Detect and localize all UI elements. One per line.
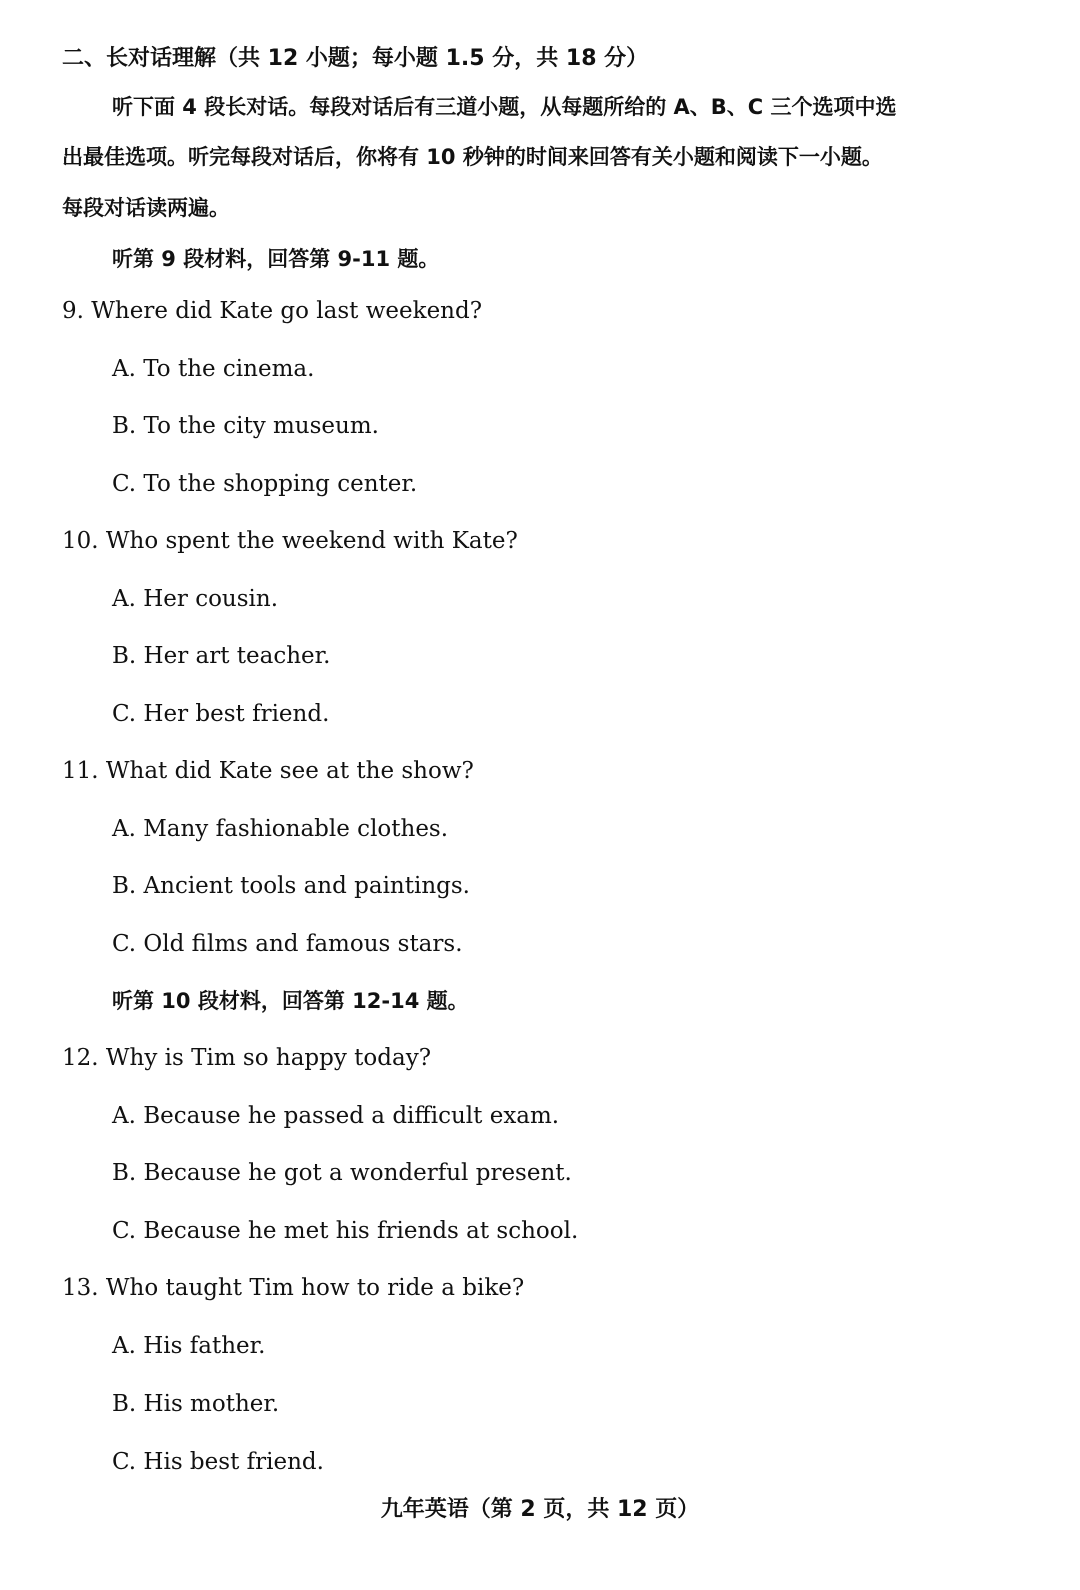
question-9-option-a: A. To the cinema.: [112, 356, 315, 382]
question-text: Where did Kate go last weekend?: [91, 298, 483, 324]
page-footer: 九年英语（第 2 页，共 12 页）: [380, 1497, 700, 1522]
question-text: What did Kate see at the show?: [105, 758, 474, 784]
question-12-option-a: A. Because he passed a difficult exam.: [112, 1103, 560, 1129]
question-13-option-a: A. His father.: [112, 1333, 266, 1359]
listening-material-heading: 听第 9 段材料，回答第 9-11 题。: [112, 247, 440, 271]
question-text: Who spent the weekend with Kate?: [105, 528, 518, 554]
question-9-option-b: B. To the city museum.: [112, 413, 379, 439]
question-13-option-b: B. His mother.: [112, 1391, 280, 1417]
question-number: 13.: [62, 1275, 99, 1301]
question-number: 11.: [62, 758, 99, 784]
question-12-option-c: C. Because he met his friends at school.: [112, 1218, 579, 1244]
question-12-option-b: B. Because he got a wonderful present.: [112, 1160, 572, 1186]
question-13-option-c: C. His best friend.: [112, 1449, 324, 1475]
question-10-option-a: A. Her cousin.: [112, 586, 279, 612]
question-number: 10.: [62, 528, 99, 554]
question-10-option-b: B. Her art teacher.: [112, 643, 331, 669]
question-10-option-c: C. Her best friend.: [112, 701, 330, 727]
instruction-line-2: 出最佳选项。听完每段对话后，你将有 10 秒钟的时间来回答有关小题和阅读下一小题。: [62, 145, 883, 169]
section-title: 二、长对话理解（共 12 小题；每小题 1.5 分，共 18 分）: [62, 46, 649, 71]
question-9-option-c: C. To the shopping center.: [112, 471, 418, 497]
instruction-line-1: 听下面 4 段长对话。每段对话后有三道小题，从每题所给的 A、B、C 三个选项中选: [112, 95, 897, 119]
question-11-option-c: C. Old films and famous stars.: [112, 931, 463, 957]
question-10: [62, 526, 518, 556]
question-number: 12.: [62, 1045, 99, 1071]
listening-material-heading: 听第 10 段材料，回答第 12-14 题。: [112, 989, 469, 1013]
question-11-option-b: B. Ancient tools and paintings.: [112, 873, 470, 899]
question-9: [62, 296, 482, 326]
question-text: Why is Tim so happy today?: [105, 1045, 432, 1071]
instruction-line-3: 每段对话读两遍。: [62, 196, 230, 220]
question-11-option-a: A. Many fashionable clothes.: [112, 816, 449, 842]
question-number: 9.: [62, 298, 84, 324]
question-13: [62, 1273, 524, 1303]
question-11: [62, 756, 474, 786]
question-12: [62, 1043, 431, 1073]
question-text: Who taught Tim how to ride a bike?: [105, 1275, 525, 1301]
